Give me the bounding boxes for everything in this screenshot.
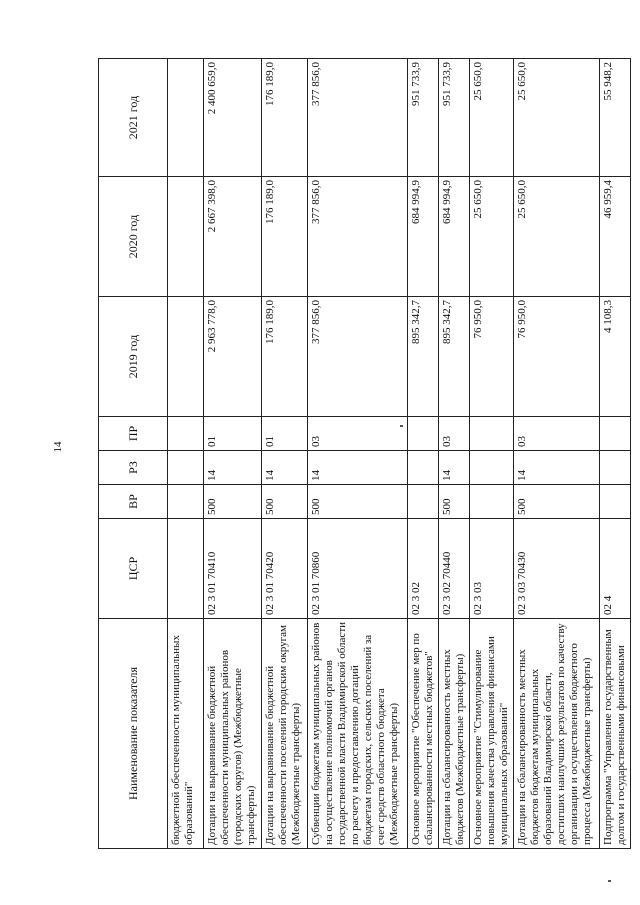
row-2019: 4 108,3: [600, 297, 631, 417]
row-2021: [168, 59, 204, 177]
row-name: Дотации на сбалансированность местных бюджетов (Межбюджетные трансферты): [439, 619, 470, 849]
rotated-table-container: [98, 59, 627, 849]
row-2019: 76 950,0: [514, 297, 600, 417]
row-vr: 500: [308, 485, 408, 519]
row-2021: 2 400 659,0: [204, 59, 262, 177]
row-pr: 03: [308, 417, 408, 451]
table-wrapper: [98, 59, 627, 849]
table-row: [439, 59, 470, 849]
table-row: [470, 59, 514, 849]
row-2019: 377 856,0: [308, 297, 408, 417]
table-row: [514, 59, 600, 849]
row-pr: [408, 417, 439, 451]
row-name: Подпрограмма "Управление государственным долгом и государственными финансовыми: [600, 619, 631, 849]
row-name: бюджетной обеспеченности муниципальных образований": [168, 619, 204, 849]
budget-table: [98, 58, 631, 849]
row-rz: 14: [439, 451, 470, 485]
row-2021: 951 733,9: [408, 59, 439, 177]
row-rz: 14: [262, 451, 308, 485]
row-name: Дотации на выравнивание бюджетной обеспеченности поселений городским округам (Межбюджетные трансферты): [262, 619, 308, 849]
row-2021: 25 650,0: [514, 59, 600, 177]
row-2021: 55 948,2: [600, 59, 631, 177]
header-row: [99, 59, 168, 849]
row-2021: 25 650,0: [470, 59, 514, 177]
row-vr: 500: [514, 485, 600, 519]
header-rz: РЗ: [99, 451, 168, 485]
row-2020: [168, 177, 204, 297]
row-2021: 951 733,9: [439, 59, 470, 177]
row-2019: 76 950,0: [470, 297, 514, 417]
row-2020: 684 994,9: [439, 177, 470, 297]
header-2021: 2021 год: [99, 59, 168, 177]
row-2020: 377 856,0: [308, 177, 408, 297]
header-pr: ПР: [99, 417, 168, 451]
header-vr: ВР: [99, 485, 168, 519]
row-pr: [470, 417, 514, 451]
row-2020: 684 994,9: [408, 177, 439, 297]
row-vr: 500: [439, 485, 470, 519]
row-rz: [600, 451, 631, 485]
row-2020: 46 959,4: [600, 177, 631, 297]
row-2019: 895 342,7: [408, 297, 439, 417]
row-pr: 01: [262, 417, 308, 451]
row-2019: 2 963 778,0: [204, 297, 262, 417]
row-2020: 25 650,0: [470, 177, 514, 297]
row-2021: 377 856,0: [308, 59, 408, 177]
row-pr: 03: [439, 417, 470, 451]
row-2020: 176 189,0: [262, 177, 308, 297]
table-row: [204, 59, 262, 849]
row-vr: [600, 485, 631, 519]
row-csr: 02 3 01 70860: [308, 519, 408, 619]
row-csr: 02 3 01 70420: [262, 519, 308, 619]
header-2020: 2020 год: [99, 177, 168, 297]
row-csr: 02 3 01 70410: [204, 519, 262, 619]
header-csr: ЦСР: [99, 519, 168, 619]
page-number: 14: [52, 441, 64, 453]
table-row: [600, 59, 631, 849]
row-vr: [408, 485, 439, 519]
table-row: [168, 59, 204, 849]
row-csr: 02 3 02 70440: [439, 519, 470, 619]
row-pr: [600, 417, 631, 451]
table-row: [262, 59, 308, 849]
row-rz: [408, 451, 439, 485]
row-2019: 895 342,7: [439, 297, 470, 417]
row-2020: 2 667 398,0: [204, 177, 262, 297]
row-vr: [470, 485, 514, 519]
row-2019: 176 189,0: [262, 297, 308, 417]
row-csr: 02 4: [600, 519, 631, 619]
row-rz: 14: [204, 451, 262, 485]
header-2019: 2019 год: [99, 297, 168, 417]
row-vr: 500: [204, 485, 262, 519]
row-csr: [168, 519, 204, 619]
row-csr: 02 3 03: [470, 519, 514, 619]
row-rz: [168, 451, 204, 485]
table-row: [308, 59, 408, 849]
row-csr: 02 3 02: [408, 519, 439, 619]
row-pr: [168, 417, 204, 451]
row-2021: 176 189,0: [262, 59, 308, 177]
table-row: [408, 59, 439, 849]
row-pr: 03: [514, 417, 600, 451]
row-vr: [168, 485, 204, 519]
scan-mark: [608, 880, 611, 882]
row-name: Дотации на сбалансированность местных бюджетов бюджетам муниципальных образований Владимирской области, достигших наилучших результатов по качеству организации и осуществления бюджетного процесса (Межбюджетные трансферты): [514, 619, 600, 849]
row-name: Основное мероприятие "Стимулирование повышения качества управления финансами муниципальных образований": [470, 619, 514, 849]
row-rz: 14: [308, 451, 408, 485]
row-2020: 25 650,0: [514, 177, 600, 297]
header-name: Наименование показателя: [99, 619, 168, 849]
row-rz: 14: [514, 451, 600, 485]
row-rz: [470, 451, 514, 485]
row-name: Основное мероприятие "Обеспечение мер по сбалансированности местных бюджетов": [408, 619, 439, 849]
row-pr: 01: [204, 417, 262, 451]
row-csr: 02 3 03 70430: [514, 519, 600, 619]
row-name: Дотации на выравнивание бюджетной обеспеченности муниципальных районов (городских округов) (Межбюджетные трансферты): [204, 619, 262, 849]
row-name: Субвенции бюджетам муниципальных районов на осуществление полномочий органов государственной власти Владимирской области по расчету и предоставлению дотаций бюджетам городских, сельских поселений за счет средств областного бюджета (Межбюджетные трансферты): [308, 619, 408, 849]
row-vr: 500: [262, 485, 308, 519]
row-2019: [168, 297, 204, 417]
